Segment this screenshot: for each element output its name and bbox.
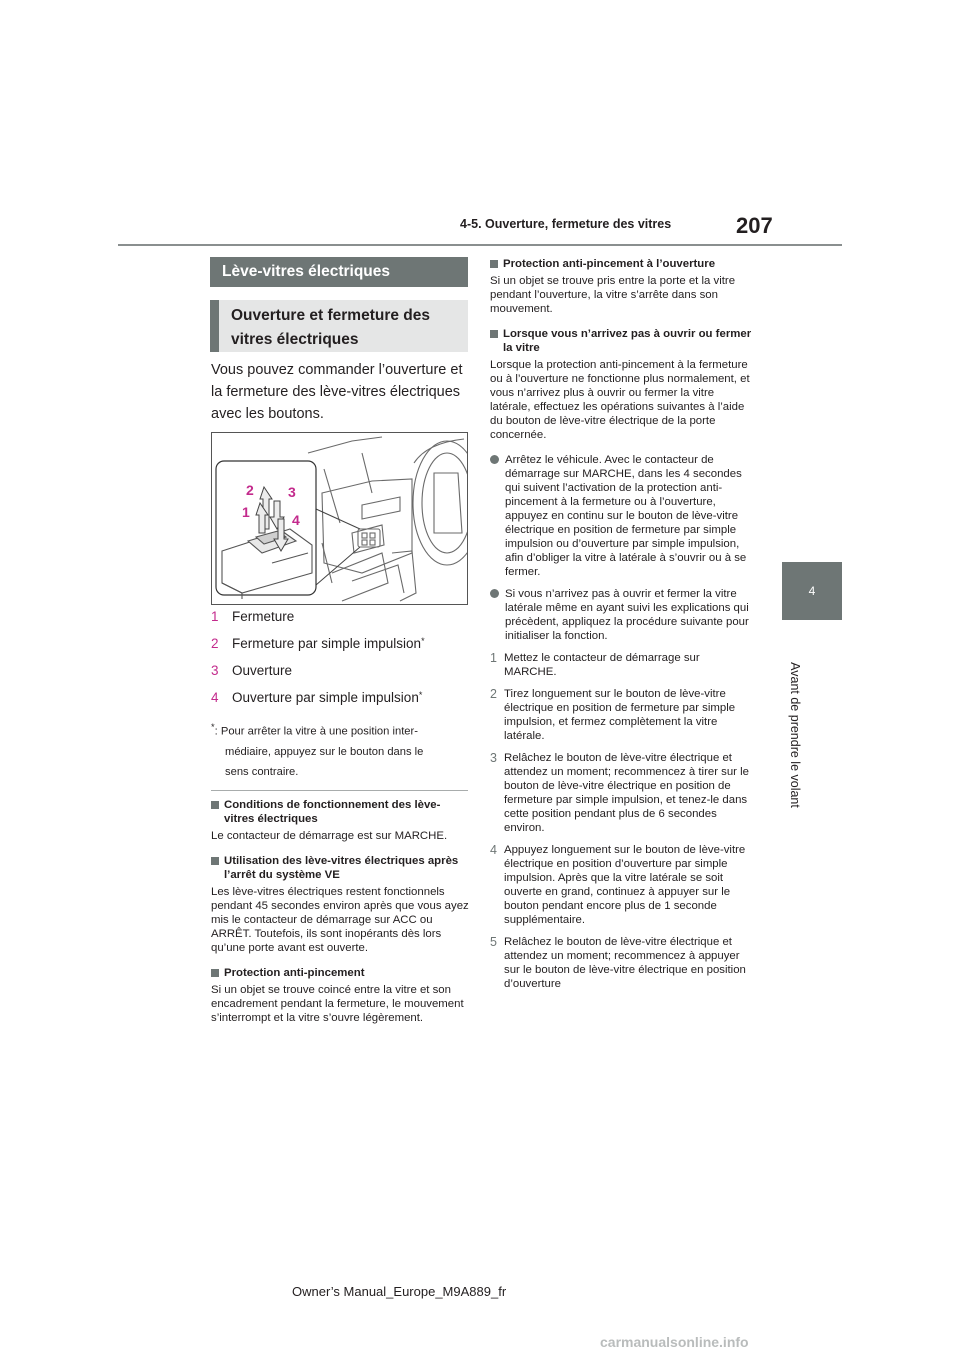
procedure-step: 2 Tirez longuement sur le bouton de lève-vitre électrique en position de fermeture par simple impulsion, et fermez complètement la vitre latérale. [490, 687, 736, 742]
info-block [211, 966, 469, 1025]
watermark: carmanualsonline.info [600, 1334, 749, 1350]
right-column [490, 257, 752, 999]
legend-item: 2 Fermeture par simple impulsion * [211, 636, 425, 651]
footnote: *: Pour arrêter la vitre à une position inter- médiaire, appuyez sur le bouton dans le sens contraire. [211, 722, 424, 778]
bullet-item: Arrêtez le véhicule. Avec le contacteur de démarrage sur MARCHE, dans les 4 secondes qui suivent l’activation de la protection anti-pincement à la fermeture ou à l’ouverture, appuyez en continu sur le bouton de lève-vitre électrique en position de fermeture par simple impulsion ou d’ouverture par simple impulsion, afin d’obliger la vitre à latérale à s’ouvrir ou à se fermer. [490, 453, 752, 579]
legend-item: 4 Ouverture par simple impulsion * [211, 690, 423, 705]
figure-legend [211, 609, 473, 717]
title-banner: Lève-vitres électriques [210, 257, 468, 287]
page-footer: Owner’s Manual_Europe_M9A889_fr [292, 1284, 507, 1299]
procedure-step: 5 Relâchez le bouton de lève-vitre électrique et attendez un moment; recommencez à appuyer sur le bouton de lève-vitre électrique en position d’ouverture [490, 935, 746, 990]
left-column [211, 798, 469, 1036]
info-heading: Conditions de fonctionnement des lève-vitres électriques [211, 798, 469, 826]
bullet-item: Si vous n’arrivez pas à ouvrir et fermer la vitre latérale même en ayant suivi les explications qui précèdent, appliquez la procédure suivante pour initialiser la fonction. [490, 587, 752, 643]
chapter-side-label: Avant de prendre le volant [788, 662, 802, 808]
figure-label-3: 3 [288, 484, 296, 500]
info-body: Si un objet se trouve coincé entre la vitre et son encadrement pendant la fermeture, le mouvement s’interrompt et la vitre s’ouvre légèrement. [211, 984, 464, 1024]
info-heading: Protection anti-pincement à l’ouverture [490, 257, 752, 271]
intro-paragraph: Vous pouvez commander l’ouverture et la fermeture des lève-vitres électriques avec les boutons. [211, 362, 463, 422]
info-heading: Protection anti-pincement [211, 966, 469, 980]
legend-item: 3 Ouverture [211, 663, 293, 678]
sub-banner: Ouverture et fermeture des vitres électriques [210, 300, 468, 352]
chapter-tab-number: 4 [808, 584, 816, 598]
figure-label-4: 4 [292, 512, 300, 528]
info-block [211, 854, 469, 955]
procedure-step: 1 Mettez le contacteur de démarrage sur MARCHE. [490, 651, 700, 678]
info-heading: Utilisation des lève-vitres électriques après l’arrêt du système VE [211, 854, 469, 882]
procedure-step: 4 Appuyez longuement sur le bouton de lève-vitre électrique en position d’ouverture par simple impulsion. Après que la vitre latérale se soit ouverte en grand, continuez à appuyer sur le bouton pendant encore plus de 1 seconde supplémentaire. [490, 843, 746, 926]
info-body: Le contacteur de démarrage est sur MARCHE. [211, 830, 448, 842]
window-switch-illustration [211, 432, 468, 605]
figure-label-1: 1 [242, 504, 250, 520]
info-block [490, 257, 752, 316]
legend-item: 1 Fermeture [211, 609, 295, 624]
info-block [211, 798, 469, 843]
procedure-step: 3 Relâchez le bouton de lève-vitre électrique et attendez un moment; recommencez à tirer sur le bouton de lève-vitre électrique en position de fermeture par simple impulsion, et tenez-le dans cette position pendant plus de 6 secondes environ. [490, 751, 750, 834]
header-rule [118, 244, 842, 246]
chapter-tab[interactable] [782, 562, 842, 620]
section-header: 4-5. Ouverture, fermeture des vitres [460, 217, 672, 231]
info-block [490, 327, 752, 442]
section-divider [211, 790, 468, 791]
info-heading: Lorsque vous n’arrivez pas à ouvrir ou fermer la vitre [490, 327, 752, 355]
info-body: Les lève-vitres électriques restent fonctionnels pendant 45 secondes environ après que vous ayez mis le contacteur de démarrage sur ACC ou ARRÊT. Toutefois, ils sont inopérants dès lors qu’une porte avant est ouverte. [211, 886, 469, 954]
info-body: Lorsque la protection anti-pincement à la fermeture ou à l’ouverture ne fonctionne plus normalement, et vous n’arrivez plus à ouvrir ou fermer la vitre latérale, effectuez les opérations suivantes à l’aide du bouton de lève-vitre électrique de la porte concernée. [490, 359, 750, 441]
page-number: 207 [736, 213, 773, 238]
info-body: Si un objet se trouve pris entre la porte et la vitre pendant l’ouverture, la vitre s’arrête dans son mouvement. [490, 275, 736, 315]
figure-label-2: 2 [246, 482, 254, 498]
window-switch-drawing [212, 433, 467, 604]
